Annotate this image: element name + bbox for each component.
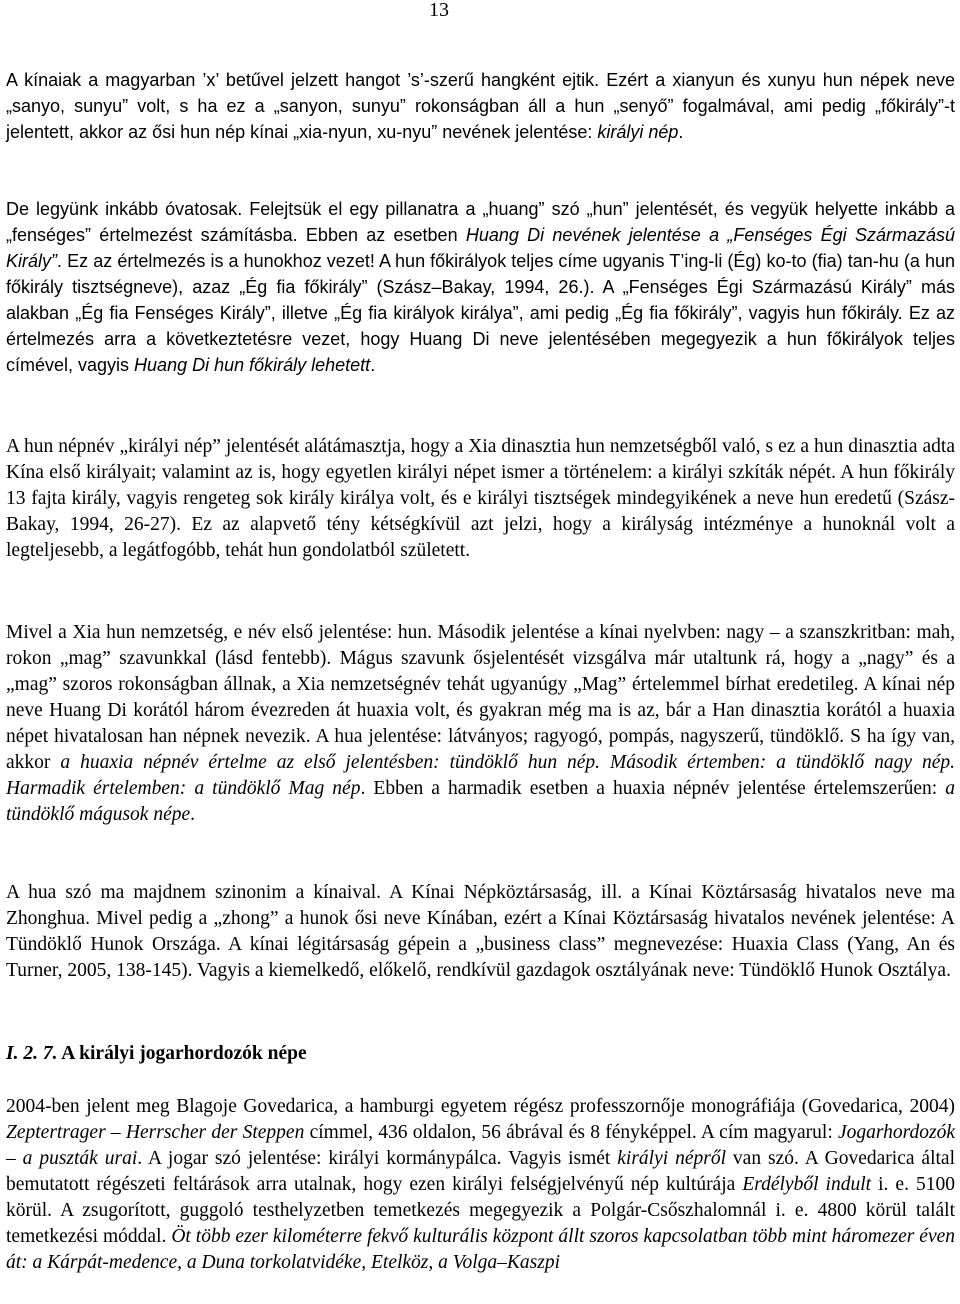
paragraph-6-text-a: 2004-ben jelent meg Blagoje Govedarica, a hamburgi egyetem régész professzornője monográfiája (Govedarica, 2004) bbox=[6, 1096, 955, 1117]
paragraph-1-end: . bbox=[678, 122, 684, 142]
paragraph-6-text-d: van szó. A Govedarica által bemutatott régészeti feltárások arra utalnak, hogy ezen királyi felségjelvényű nép kultúrája bbox=[6, 1148, 955, 1195]
paragraph-6-emphasis-1: Zeptertrager – Herrscher der Steppen bbox=[6, 1122, 305, 1143]
paragraph-6-emphasis-5: Öt több ezer kilométerre fekvő kulturális központ állt szoros kapcsolatban több mint háromezer éven át: a Kárpát-medence, a Duna torkolatvidéke, Etelköz, a Volga–Kaszpi bbox=[6, 1226, 956, 1273]
paragraph-6-emphasis-3: királyi népről bbox=[617, 1148, 726, 1169]
paragraph-1-emphasis: királyi nép bbox=[597, 122, 679, 142]
paragraph-3-text: A hun népnév „királyi nép” jelentését alátámasztja, hogy a Xia dinasztia hun nemzetségből való, s ez a hun dinasztia adta Kína első királyait; valamint az is, hogy egyetlen királyi népet ismer a történelem: a királyi szkíták népét. A hun főkirály 13 fajta király, vagyis rengeteg sok király királya volt, és e királyi tisztségek mindegyikének a neve hun eredetű (Szász-Bakay, 1994, 26-27). Ez az alapvető tény kétségkívül azt jelzi, hogy a királyság intézménye a hunoknál volt a legteljesebb, a legátfogóbb, tehát hun gondolatból született. bbox=[6, 436, 955, 561]
paragraph-4-text-a: Mivel a Xia hun nemzetség, e név első jelentése: hun. Második jelentése a kínai nyelvben: nagy – a szanszkritban: mah, rokon „mag” szavunkkal (lásd fentebb). Mágus szavunk ősjelentését vizsgálva már utaltunk rá, hogy a „nagy” és a „mag” szoros rokonságban állnak, a Xia nemzetségnév tehát ugyanúgy „Mag” értelemmel bírhat eredetileg. A kínai nép neve Huang Di korától három évezreden át huaxia volt, és gyakran még ma is az, bár a Han dinasztia korától a huaxia népet hivatalosan han népnek nevezik. A hua jelentése: látványos; ragyogó, pompás, nagyszerű, tündöklő. S ha így van, akkor bbox=[6, 622, 955, 773]
paragraph-6-text-c: . A jogar szó jelentése: királyi kormánypálca. Vagyis ismét bbox=[137, 1148, 618, 1169]
paragraph-2-end: . bbox=[370, 355, 376, 375]
paragraph-1-text: A kínaiak a magyarban ’x’ betűvel jelzett hangot ’s’-szerű hangként ejtik. Ezért a xianyun és xunyu hun népek neve „sanyo, sunyu” volt, s ha ez a „sanyon, sunyu” rokonságban áll a hun „senyő” fogalmával, ami pedig „főkirály”-t jelentett, akkor az ősi hun nép kínai „xia-nyun, xu-nyu” nevének jelentése: bbox=[6, 70, 955, 142]
paragraph-5 bbox=[6, 880, 955, 984]
paragraph-4 bbox=[6, 620, 955, 828]
section-heading-title: A királyi jogarhordozók népe bbox=[57, 1043, 307, 1064]
paragraph-6-emphasis-2: Jogarhordozók – a puszták urai bbox=[6, 1122, 955, 1169]
paragraph-2-text-a: De legyünk inkább óvatosak. Felejtsük el egy pillanatra a „huang” szó „hun” jelentését, és vegyük helyette inkább a „fenséges” értelmezést számításba. Ebben az esetben bbox=[6, 199, 955, 245]
paragraph-6 bbox=[6, 1094, 955, 1276]
paragraph-2-text-b: . Ez az értelmezés is a hunokhoz vezet! bbox=[57, 251, 379, 271]
paragraph-2 bbox=[6, 196, 955, 378]
paragraph-3 bbox=[6, 434, 955, 564]
paragraph-6-text-e: i. e. 5100 körül. A zsugorított, guggoló testhelyzetben temetkezés megegyezik a Polgár-Csőszhalomnál i. e. 4800 körül talált temetkezési móddal. bbox=[6, 1174, 955, 1247]
paragraph-5-text: A hua szó ma majdnem szinonim a kínaival. A Kínai Népköztársaság, ill. a Kínai Köztársaság hivatalos neve ma Zhonghua. Mivel pedig a „zhong” a hunok ősi neve Kínában, ezért a Kínai Köztársaság hivatalos nevének jelentése: A Tündöklő Hunok Országa. A kínai légitársaság gépein a „business class” megnevezése: Huaxia Class (Yang, An és Turner, 2005, 138-145). Vagyis a kiemelkedő, előkelő, rendkívül gazdagok osztályának neve: Tündöklő Hunok Osztálya. bbox=[6, 882, 955, 981]
section-heading bbox=[6, 1041, 955, 1067]
paragraph-6-text-b: címmel, 436 oldalon, 56 ábrával és 8 fényképpel. A cím magyarul: bbox=[304, 1122, 838, 1143]
paragraph-2-emphasis-2: Huang Di hun főkirály lehetett bbox=[134, 355, 371, 375]
paragraph-2-emphasis-1: Huang Di nevének jelentése a „Fenséges Égi Származású Király” bbox=[6, 225, 955, 271]
paragraph-4-emphasis-2: a tündöklő mágusok népe bbox=[6, 778, 955, 825]
paragraph-4-text-b: . Ebben a harmadik esetben a huaxia népnév jelentése értelemszerűen: bbox=[360, 778, 946, 799]
paragraph-6-emphasis-4: Erdélyből indult bbox=[742, 1174, 872, 1195]
paragraph-4-emphasis-1: a huaxia népnév értelme az első jelentésben: tündöklő hun nép. Második értemben: a tündöklő nagy nép. Harmadik értelemben: a tündöklő Mag nép bbox=[6, 752, 955, 799]
paragraph-2-text-c: A hun főkirályok teljes címe ugyanis T’ing-li (Ég) ko-to (fia) tan-hu (a hun főkirály tisztségneve), azaz „Ég fia főkirály” (Szász–Bakay, 1994, 26.). A „Fenséges Égi Származású Király” más alakban „Ég fia Fenséges Király”, illetve „Ég fia királyok királya”, ami pedig „Ég fia főkirály”, vagyis hun főkirály. Ez az értelmezés arra a következtetésre vezet, hogy Huang Di neve jelentésében megegyezik a hun főkirályok teljes címével, vagyis bbox=[6, 251, 955, 375]
section-heading-number: I. 2. 7. bbox=[6, 1043, 58, 1064]
paragraph-4-end: . bbox=[190, 804, 196, 825]
page-number: 13 bbox=[429, 0, 449, 21]
paragraph-1 bbox=[6, 67, 955, 145]
